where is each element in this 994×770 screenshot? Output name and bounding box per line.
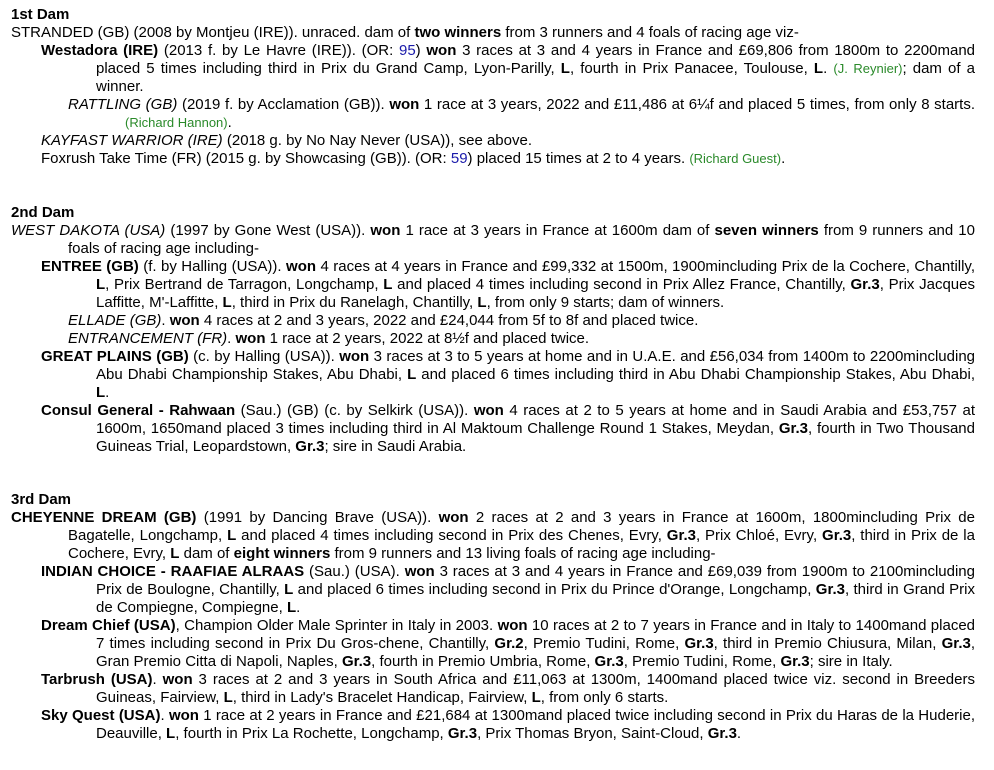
entry-text: ELLADE (GB) (68, 312, 162, 329)
entry-text: seven winners (714, 222, 819, 239)
trainer-name: (Richard Hannon) (125, 115, 228, 130)
trainer-name: (J. Reynier) (833, 61, 903, 76)
entry-text: Dream Chief (USA) (41, 617, 176, 634)
entry-list (11, 509, 975, 743)
entry-text: ; sire in Saudi Arabia. (324, 438, 467, 455)
entry-text: won (389, 96, 420, 113)
entry-text: and placed 4 times including second in Prix Allez France, Chantilly, (392, 276, 851, 293)
pedigree-entry (11, 222, 975, 258)
official-rating: 95 (398, 42, 416, 59)
entry-text: Gr.3 (815, 581, 845, 598)
entry-text: STRANDED (GB) (2008 by Montjeu (IRE)). unraced. dam of (11, 24, 415, 41)
entry-text: won (473, 402, 504, 419)
entry-text: L (170, 545, 180, 562)
entry-text: Gr.3 (941, 635, 971, 652)
entry-text: . (160, 707, 169, 724)
entry-list (11, 24, 975, 168)
entry-text: won (286, 258, 317, 275)
entry-text: Gr.3 (447, 725, 478, 742)
entry-text: Foxrush Take Time (FR) (2015 g. by Showcasing (GB)). (OR: (41, 150, 451, 167)
entry-text: , Prix Bertrand de Tarragon, Longchamp, (105, 276, 384, 293)
pedigree-entry (68, 96, 975, 132)
entry-text: 1 race at 3 years, 2022 and £11,486 at 6¼f and placed 5 times, from only 8 starts. (419, 96, 976, 113)
entry-text: CHEYENNE DREAM (GB) (11, 509, 197, 526)
pedigree-entry (41, 132, 975, 150)
entry-text: , third in Lady's Bracelet Handicap, Fairview, (232, 689, 532, 706)
pedigree-entry (11, 509, 975, 563)
entry-text: from 9 runners and 13 living foals of racing age including- (330, 545, 716, 562)
entry-text: (2013 f. by Le Havre (IRE)). (OR: (158, 42, 399, 59)
entry-text: . (161, 312, 170, 329)
pedigree-entry (41, 42, 975, 96)
entry-text: won (497, 617, 528, 634)
entry-text: ENTRANCEMENT (FR) (68, 330, 228, 347)
entry-text: won (426, 42, 457, 59)
entry-text: KAYFAST WARRIOR (IRE) (41, 132, 223, 149)
entry-text: Gr.3 (684, 635, 714, 652)
entry-text: ) placed 15 times at 2 to 4 years. (467, 150, 690, 167)
entry-text: dam of (179, 545, 234, 562)
trainer-name: (Richard Guest) (689, 151, 782, 166)
entry-text: , Prix Jacques Laffitte, M'-Laffitte, (96, 276, 975, 311)
entry-text: , Premio Tudini, Rome, (523, 635, 685, 652)
entry-text: , fourth in Prix Panacee, Toulouse, (569, 60, 814, 77)
pedigree-entry (41, 617, 975, 671)
entry-text: , Premio Tudini, Rome, (623, 653, 781, 670)
entry-text: , fourth in Two Thousand Guineas Trial, Leopardstown, (96, 420, 975, 455)
entry-text: 3 races at 3 and 4 years in France and £69,039 from 1900m to 2100mincluding Prix de Boulogne, Chantilly, (96, 563, 975, 598)
entry-text: ; dam of a winner. (96, 60, 975, 95)
entry-text: L (560, 60, 570, 77)
entry-text: Gr.3 (850, 276, 880, 293)
entry-text: (f. by Halling (USA)). (138, 258, 287, 275)
entry-text: two winners (414, 24, 502, 41)
entry-text: Consul General - Rahwaan (41, 402, 236, 419)
pedigree-entry (68, 330, 975, 348)
pedigree-entry (41, 707, 975, 743)
entry-text: ) (415, 42, 427, 59)
entry-text: . (227, 114, 232, 131)
entry-text: ; sire in Italy. (809, 653, 893, 670)
entry-text: L (227, 527, 237, 544)
entry-text: L (96, 384, 106, 401)
entry-text: , fourth in Premio Umbria, Rome, (371, 653, 595, 670)
entry-text: Gr.3 (295, 438, 325, 455)
entry-text: . (296, 599, 301, 616)
entry-text: L (286, 599, 297, 616)
dam-heading: 2nd Dam (11, 204, 75, 221)
entry-text: (2018 g. by No Nay Never (USA)), see above. (222, 132, 532, 149)
entry-text: . (781, 150, 786, 167)
entry-text: 1 race at 2 years in France and £21,684 at 1300mand placed twice including second in Prix du Haras de la Huderie, Deauville, (96, 707, 975, 742)
entry-text: , third in Prix du Ranelagh, Chantilly, (231, 294, 478, 311)
entry-text: and placed 4 times including second in Prix des Chenes, Evry, (236, 527, 667, 544)
pedigree-entry (41, 258, 975, 312)
entry-text: won (370, 222, 401, 239)
entry-text: and placed 6 times including third in Abu Dhabi Championship Stakes, Abu Dhabi, (416, 366, 975, 383)
entry-text: Westadora (IRE) (41, 42, 159, 59)
entry-text: WEST DAKOTA (USA) (11, 222, 166, 239)
official-rating: 59 (450, 150, 468, 167)
entry-text: 3 races at 2 and 3 years in South Africa and £11,063 at 1300m, 1400mand placed twice viz. second in Breeders Guineas, Fairview, (96, 671, 975, 706)
entry-text: eight winners (233, 545, 331, 562)
entry-text: . (105, 384, 110, 401)
entry-text: won (169, 312, 200, 329)
entry-text: (c. by Halling (USA)). (188, 348, 340, 365)
dam-heading: 1st Dam (11, 6, 70, 23)
entry-text: INDIAN CHOICE - RAAFIAE ALRAAS (41, 563, 305, 580)
entry-text: 1 race at 2 years, 2022 at 8½f and placed twice. (265, 330, 590, 347)
entry-text: and placed 6 times including second in Prix du Prince d'Orange, Longchamp, (293, 581, 816, 598)
entry-text: won (168, 707, 199, 724)
entry-text: . (227, 330, 236, 347)
entry-text: won (438, 509, 469, 526)
dam-section-3 (11, 491, 975, 743)
entry-text: L (383, 276, 393, 293)
entry-text: Sky Quest (USA) (41, 707, 161, 724)
entry-text: won (339, 348, 370, 365)
entry-text: , from only 9 starts; dam of winners. (486, 294, 725, 311)
entry-text: 10 races at 2 to 7 years in France and in Italy to 1400mand placed 7 times including second in Prix Du Gros-chene, Chantilly, (96, 617, 976, 652)
entry-text: L (222, 294, 232, 311)
entry-text: Gr.3 (666, 527, 696, 544)
entry-text: , Champion Older Male Sprinter in Italy in 2003. (175, 617, 498, 634)
entry-text: , third in Grand Prix de Compiegne, Compiegne, (96, 581, 975, 616)
entry-text: Gr.3 (707, 725, 737, 742)
entry-text: 1 race at 3 years in France at 1600m dam of (400, 222, 715, 239)
entry-text: . (152, 671, 163, 688)
pedigree-entry (41, 402, 975, 456)
entry-text: won (235, 330, 266, 347)
entry-text: (Sau.) (GB) (c. by Selkirk (USA)). (235, 402, 474, 419)
entry-text: L (407, 366, 417, 383)
pedigree-entry (41, 348, 975, 402)
entry-text: , Prix Thomas Bryon, Saint-Cloud, (477, 725, 708, 742)
entry-text: L (96, 276, 106, 293)
entry-text: 4 races at 4 years in France and £99,332 at 1500m, 1900mincluding Prix de la Cochere, Chantilly, (316, 258, 975, 275)
pedigree-entry (68, 312, 975, 330)
entry-text: , fourth in Prix La Rochette, Longchamp, (175, 725, 448, 742)
entry-text: from 9 runners and 10 foals of racing age including- (68, 222, 975, 257)
entry-text: (Sau.) (USA). (304, 563, 405, 580)
entry-text: 4 races at 2 and 3 years, 2022 and £24,044 from 5f to 8f and placed twice. (199, 312, 699, 329)
entry-text: GREAT PLAINS (GB) (41, 348, 189, 365)
entry-text: (1997 by Gone West (USA)). (165, 222, 371, 239)
entry-text: L (477, 294, 487, 311)
dam-section-1 (11, 6, 975, 168)
entry-text: Tarbrush (USA) (41, 671, 153, 688)
entry-text: L (813, 60, 824, 77)
entry-text: L (166, 725, 176, 742)
entry-text: , third in Prix de la Cochere, Evry, (68, 527, 975, 562)
entry-text: Gr.3 (780, 653, 810, 670)
entry-text: (2019 f. by Acclamation (GB)). (177, 96, 390, 113)
entry-text: . (736, 725, 742, 742)
entry-text: 3 races at 3 to 5 years at home and in U.A.E. and £56,034 from 1400m to 2200mincluding Abu Dhabi Championship Stakes, Abu Dhabi, (96, 348, 976, 383)
entry-text: 4 races at 2 to 5 years at home and in Saudi Arabia and £53,757 at 1600m, 1650mand placed 3 times including third in Al Maktoum Challenge Round 1 Stakes, Meydan, (96, 402, 975, 437)
entry-text: , Prix Chloé, Evry, (695, 527, 823, 544)
dam-section-2 (11, 204, 975, 456)
pedigree-entry (11, 24, 975, 42)
entry-text: L (223, 689, 233, 706)
pedigree-entry (41, 563, 975, 617)
entry-text: Gr.3 (341, 653, 372, 670)
entry-text: , Gran Premio Citta di Napoli, Naples, (96, 635, 975, 670)
pedigree-entry (41, 150, 975, 168)
entry-text: won (404, 563, 435, 580)
entry-text: Gr.3 (822, 527, 852, 544)
entry-text: , from only 6 starts. (540, 689, 669, 706)
entry-text: L (531, 689, 541, 706)
entry-text: (1991 by Dancing Brave (USA)). (196, 509, 439, 526)
dam-heading: 3rd Dam (11, 491, 72, 508)
pedigree-entry (41, 671, 975, 707)
entry-text: 2 races at 2 and 3 years in France at 1600m, 1800mincluding Prix de Bagatelle, Longchamp, (68, 509, 975, 544)
entry-text: won (162, 671, 193, 688)
entry-text: ENTREE (GB) (41, 258, 139, 275)
entry-text: . (823, 60, 834, 77)
entry-text: 3 races at 3 and 4 years in France and £69,806 from 1800m to 2200mand placed 5 times including third in Prix du Grand Camp, Lyon-Parilly, (96, 42, 976, 77)
entry-text: RATTLING (GB) (68, 96, 178, 113)
entry-list (11, 222, 975, 456)
entry-text: Gr.2 (494, 635, 524, 652)
entry-text: from 3 runners and 4 foals of racing age viz- (501, 24, 799, 41)
entry-text: Gr.3 (778, 420, 809, 437)
entry-text: L (284, 581, 294, 598)
entry-text: Gr.3 (594, 653, 624, 670)
entry-text: , third in Premio Chiusura, Milan, (713, 635, 942, 652)
